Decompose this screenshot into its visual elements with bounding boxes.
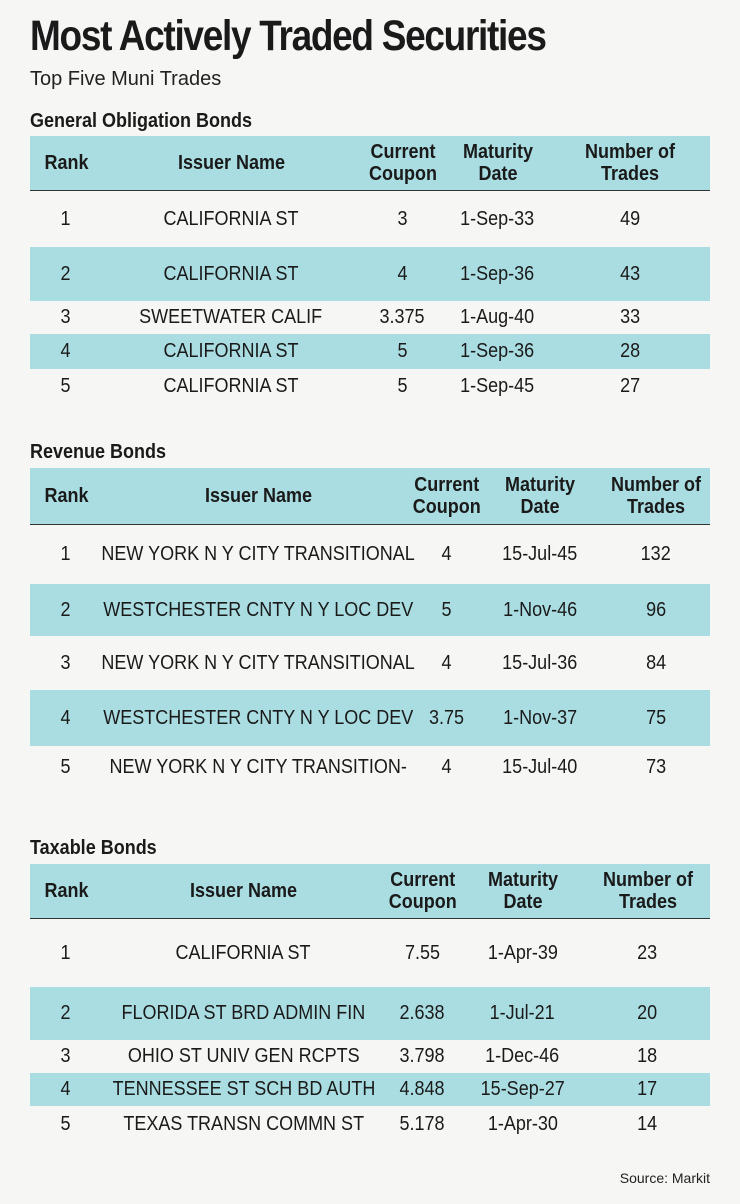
cell-value: 4 [397, 262, 408, 285]
header-label: Issuer Name [204, 485, 313, 507]
cell-value: 15-Jul-45 [502, 543, 578, 565]
cell-value: 75 [645, 706, 667, 729]
cell-number-of-trades [550, 191, 710, 247]
cell-issuer-name [102, 191, 360, 247]
bond-table [30, 468, 710, 789]
cell-value: OHIO ST UNIV GEN RCPTS [127, 1045, 360, 1067]
cell-value: 3 [60, 651, 72, 674]
header-label: Current Coupon [388, 869, 457, 913]
cell-value: CALIFORNIA ST [175, 941, 312, 964]
cell-rank [30, 1073, 102, 1106]
header-label: Maturity Date [487, 869, 558, 913]
table-row [30, 1073, 710, 1106]
cell-value: NEW YORK N Y CITY TRANSITION- [109, 756, 408, 778]
bond-table [30, 136, 710, 404]
cell-current-coupon [415, 636, 478, 690]
cell-value: 43 [619, 262, 641, 285]
cell-value: WESTCHESTER CNTY N Y LOC DEV [103, 598, 414, 621]
header-number-of-trades [550, 136, 710, 190]
table-row [30, 301, 710, 334]
table-row [30, 919, 710, 987]
table-row [30, 525, 710, 584]
cell-current-coupon [385, 1040, 460, 1073]
cell-value: TEXAS TRANSN COMMN ST [123, 1113, 364, 1135]
cell-current-coupon [360, 191, 445, 247]
header-label: Rank [43, 152, 89, 174]
cell-number-of-trades [585, 1040, 710, 1073]
cell-current-coupon [415, 584, 478, 636]
table-row [30, 987, 710, 1040]
cell-current-coupon [385, 987, 460, 1040]
cell-value: 14 [637, 1113, 658, 1135]
cell-issuer-name [102, 1073, 385, 1106]
header-issuer-name [102, 864, 385, 918]
cell-value: 1 [60, 207, 72, 230]
table-row [30, 191, 710, 247]
header-label: Current Coupon [412, 474, 481, 518]
cell-maturity-date [445, 301, 550, 334]
cell-maturity-date [460, 1073, 585, 1106]
cell-value: 28 [619, 340, 641, 362]
cell-value: 2 [60, 1002, 72, 1024]
cell-current-coupon [385, 919, 460, 987]
bond-table [30, 864, 710, 1143]
header-label: Number of Trades [611, 474, 701, 518]
cell-rank [30, 919, 102, 987]
cell-value: 5 [397, 340, 408, 362]
cell-maturity-date [460, 987, 585, 1040]
cell-issuer-name [102, 987, 385, 1040]
header-current-coupon [360, 136, 445, 190]
header-label: Current Coupon [368, 141, 437, 185]
cell-maturity-date [478, 636, 602, 690]
header-issuer-name [102, 136, 360, 190]
cell-value: 5 [60, 756, 72, 778]
page-title: Most Actively Traded Securities [30, 12, 546, 60]
header-label: Rank [43, 880, 89, 902]
cell-rank [30, 247, 102, 301]
cell-rank [30, 987, 102, 1040]
cell-value: 3.75 [428, 706, 465, 729]
cell-value: 1 [60, 941, 72, 964]
cell-value: 1-Sep-33 [460, 207, 535, 230]
cell-number-of-trades [602, 636, 710, 690]
cell-maturity-date [460, 1040, 585, 1073]
cell-issuer-name [102, 690, 415, 746]
cell-maturity-date [445, 334, 550, 369]
cell-value: 73 [645, 756, 667, 778]
cell-current-coupon [360, 369, 445, 404]
header-rank [30, 864, 102, 918]
cell-issuer-name [102, 584, 415, 636]
cell-value: 5.178 [399, 1113, 446, 1135]
cell-maturity-date [478, 690, 602, 746]
cell-value: 49 [619, 207, 641, 230]
header-label: Rank [43, 485, 89, 507]
cell-value: NEW YORK N Y CITY TRANSITIONAL [101, 543, 416, 565]
cell-value: 4 [60, 1078, 72, 1100]
cell-rank [30, 525, 102, 584]
cell-number-of-trades [602, 584, 710, 636]
cell-current-coupon [415, 525, 478, 584]
cell-value: NEW YORK N Y CITY TRANSITIONAL [101, 651, 416, 674]
cell-value: 20 [637, 1002, 658, 1024]
cell-value: 5 [60, 1113, 72, 1135]
cell-rank [30, 1040, 102, 1073]
header-rank [30, 136, 102, 190]
cell-current-coupon [360, 334, 445, 369]
cell-value: 3 [60, 306, 72, 328]
table-header [30, 864, 710, 919]
cell-number-of-trades [550, 369, 710, 404]
table-row [30, 1040, 710, 1073]
header-maturity-date [445, 136, 550, 190]
cell-value: 4 [441, 543, 452, 565]
cell-value: 4 [60, 340, 72, 362]
table-row [30, 369, 710, 404]
cell-value: CALIFORNIA ST [163, 207, 299, 230]
header-number-of-trades [585, 864, 710, 918]
cell-value: 3 [397, 207, 408, 230]
cell-value: 17 [637, 1078, 658, 1100]
cell-value: 23 [637, 941, 658, 964]
header-label: Issuer Name [189, 880, 298, 902]
table-row [30, 247, 710, 301]
cell-value: 1 [60, 543, 72, 565]
header-maturity-date [478, 468, 602, 524]
table-row [30, 584, 710, 636]
cell-number-of-trades [602, 746, 710, 789]
cell-value: 96 [645, 598, 667, 621]
cell-rank [30, 334, 102, 369]
cell-maturity-date [478, 584, 602, 636]
cell-rank [30, 1106, 102, 1143]
cell-value: 84 [645, 651, 667, 674]
cell-number-of-trades [585, 1073, 710, 1106]
table-row [30, 636, 710, 690]
cell-value: CALIFORNIA ST [163, 340, 299, 362]
header-issuer-name [102, 468, 415, 524]
cell-value: FLORIDA ST BRD ADMIN FIN [121, 1002, 366, 1024]
cell-value: 5 [441, 598, 452, 621]
cell-value: WESTCHESTER CNTY N Y LOC DEV [103, 706, 414, 729]
cell-value: 5 [60, 375, 72, 397]
cell-maturity-date [460, 1106, 585, 1143]
cell-value: 33 [619, 306, 641, 328]
cell-value: 4 [60, 706, 72, 729]
header-number-of-trades [602, 468, 710, 524]
cell-value: 4 [441, 651, 452, 674]
cell-maturity-date [445, 247, 550, 301]
table-row [30, 746, 710, 789]
header-rank [30, 468, 102, 524]
cell-value: 132 [640, 543, 672, 565]
cell-value: 15-Sep-27 [480, 1078, 565, 1100]
cell-number-of-trades [550, 247, 710, 301]
cell-value: CALIFORNIA ST [163, 375, 299, 397]
cell-value: 15-Jul-36 [502, 651, 578, 674]
cell-issuer-name [102, 369, 360, 404]
table-header [30, 136, 710, 191]
cell-rank [30, 369, 102, 404]
cell-issuer-name [102, 301, 360, 334]
cell-issuer-name [102, 247, 360, 301]
cell-value: 2 [60, 262, 72, 285]
section-heading: Revenue Bonds [30, 441, 167, 463]
header-label: Issuer Name [177, 152, 285, 174]
cell-maturity-date [478, 525, 602, 584]
cell-rank [30, 191, 102, 247]
cell-maturity-date [460, 919, 585, 987]
cell-maturity-date [445, 191, 550, 247]
cell-rank [30, 584, 102, 636]
header-label: Number of Trades [602, 869, 693, 913]
header-label: Maturity Date [504, 474, 576, 518]
cell-value: 3 [60, 1045, 72, 1067]
cell-issuer-name [102, 919, 385, 987]
table-row [30, 334, 710, 369]
cell-value: 1-Jul-21 [489, 1002, 556, 1024]
source-note: Source: Markit [619, 1170, 710, 1186]
cell-issuer-name [102, 525, 415, 584]
cell-maturity-date [445, 369, 550, 404]
cell-number-of-trades [585, 919, 710, 987]
cell-number-of-trades [585, 1106, 710, 1143]
cell-issuer-name [102, 334, 360, 369]
cell-value: 1-Nov-37 [502, 706, 578, 729]
cell-value: 1-Sep-45 [460, 375, 535, 397]
cell-rank [30, 301, 102, 334]
table-row [30, 1106, 710, 1143]
header-current-coupon [412, 468, 481, 524]
cell-value: 5 [397, 375, 408, 397]
cell-number-of-trades [602, 525, 710, 584]
table-row [30, 690, 710, 746]
cell-current-coupon [360, 247, 445, 301]
page-subtitle: Top Five Muni Trades [30, 68, 222, 90]
section-heading: Taxable Bonds [30, 837, 157, 859]
cell-value: 1-Aug-40 [460, 306, 535, 328]
header-label: Maturity Date [462, 141, 533, 185]
cell-value: 1-Nov-46 [502, 598, 578, 621]
cell-current-coupon [385, 1073, 460, 1106]
cell-issuer-name [102, 746, 415, 789]
cell-current-coupon [415, 690, 478, 746]
cell-rank [30, 690, 102, 746]
cell-current-coupon [415, 746, 478, 789]
cell-number-of-trades [550, 301, 710, 334]
cell-value: 27 [619, 375, 641, 397]
cell-rank [30, 636, 102, 690]
cell-current-coupon [385, 1106, 460, 1143]
cell-value: 4 [441, 756, 452, 778]
cell-value: TENNESSEE ST SCH BD AUTH [112, 1078, 375, 1100]
cell-issuer-name [102, 1040, 385, 1073]
cell-value: 15-Jul-40 [502, 756, 578, 778]
section-heading: General Obligation Bonds [30, 110, 253, 132]
cell-issuer-name [102, 1106, 385, 1143]
cell-value: 7.55 [404, 941, 441, 964]
cell-maturity-date [478, 746, 602, 789]
cell-value: 4.848 [399, 1078, 446, 1100]
header-maturity-date [460, 864, 585, 918]
cell-issuer-name [102, 636, 415, 690]
cell-value: 1-Apr-30 [487, 1113, 558, 1135]
cell-value: CALIFORNIA ST [163, 262, 299, 285]
cell-value: 1-Dec-46 [485, 1045, 560, 1067]
cell-number-of-trades [585, 987, 710, 1040]
cell-value: 1-Sep-36 [460, 262, 535, 285]
cell-value: 2.638 [399, 1002, 446, 1024]
cell-current-coupon [360, 301, 445, 334]
cell-value: 1-Sep-36 [460, 340, 535, 362]
header-label: Number of Trades [585, 141, 675, 185]
cell-value: 1-Apr-39 [487, 941, 558, 964]
cell-value: 18 [637, 1045, 658, 1067]
header-current-coupon [385, 864, 460, 918]
cell-number-of-trades [550, 334, 710, 369]
cell-value: 2 [60, 598, 72, 621]
table-header [30, 468, 710, 525]
cell-value: SWEETWATER CALIF [139, 306, 323, 328]
cell-number-of-trades [602, 690, 710, 746]
cell-rank [30, 746, 102, 789]
cell-value: 3.798 [399, 1045, 446, 1067]
cell-value: 3.375 [379, 306, 426, 328]
